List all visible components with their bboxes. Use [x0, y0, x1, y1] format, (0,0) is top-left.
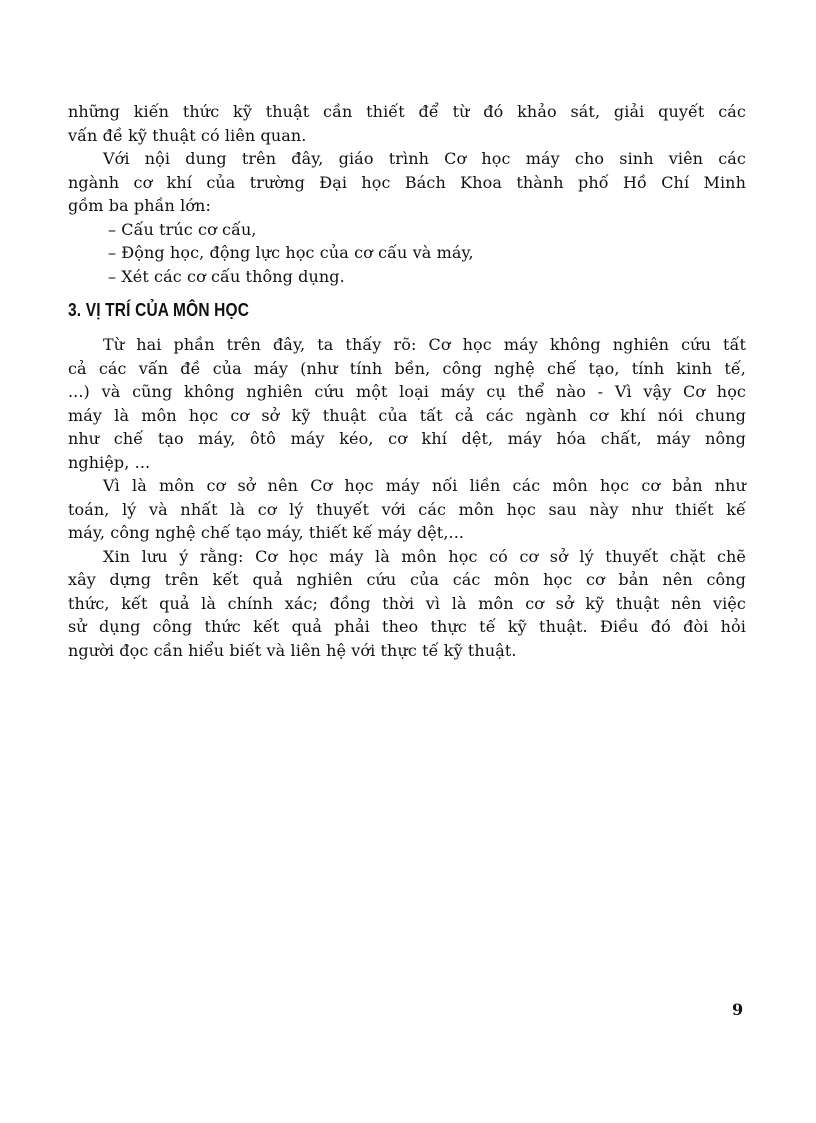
- text-line: cả các vấn đề của máy (như tính bền, công nghệ chế tạo, tính kinh tế,: [68, 358, 746, 378]
- text-line: xây dựng trên kết quả nghiên cứu của các môn học cơ bản nên công: [68, 570, 746, 589]
- text-line: Vì là môn cơ sở nên Cơ học máy nối liền các môn học cơ bản như: [103, 476, 746, 495]
- text-line: ngành cơ khí của trường Đại học Bách Khoa thành phố Hồ Chí Minh: [68, 172, 746, 192]
- text-line: Từ hai phần trên đây, ta thấy rõ: Cơ học máy không nghiên cứu tất: [103, 335, 746, 354]
- paragraph-curriculum: [68, 147, 746, 218]
- text-line: máy là môn học cơ sở kỹ thuật của tất cả các ngành cơ khí nói chung: [68, 405, 746, 425]
- text-line: gồm ba phần lớn:: [68, 196, 211, 215]
- paragraph-foundation: [68, 474, 746, 545]
- text-line: như chế tạo máy, ôtô máy kéo, cơ khí dệt, máy hóa chất, máy nông: [68, 429, 746, 448]
- page-content: [68, 100, 746, 662]
- paragraph-note: [68, 545, 746, 663]
- bullet-list: [68, 218, 746, 289]
- text-line: những kiến thức kỹ thuật cần thiết để từ đó khảo sát, giải quyết các: [68, 102, 746, 121]
- text-line: sử dụng công thức kết quả phải theo thực tế kỹ thuật. Điều đó đòi hỏi: [68, 617, 746, 636]
- text-line: Với nội dung trên đây, giáo trình Cơ học máy cho sinh viên các: [103, 149, 746, 168]
- list-item: – Cấu trúc cơ cấu,: [108, 219, 257, 239]
- text-line: máy, công nghệ chế tạo máy, thiết kế máy dệt,...: [68, 523, 465, 542]
- text-line: Xin lưu ý rằng: Cơ học máy là môn học có cơ sở lý thuyết chặt chẽ: [103, 546, 746, 566]
- text-line: toán, lý và nhất là cơ lý thuyết với các môn học sau này như thiết kế: [68, 499, 746, 519]
- section-heading: 3. VỊ TRÍ CỦA MÔN HỌC: [68, 300, 250, 320]
- page-number: 9: [732, 1000, 744, 1019]
- text-line: ...) và cũng không nghiên cứu một loại máy cụ thể nào - Vì vậy Cơ học: [68, 382, 746, 401]
- text-line: thức, kết quả là chính xác; đồng thời vì là môn cơ sở kỹ thuật nên việc: [68, 593, 746, 613]
- list-item: – Động học, động lực học của cơ cấu và máy,: [108, 243, 474, 262]
- list-item: – Xét các cơ cấu thông dụng.: [108, 266, 345, 286]
- text-line: vấn đề kỹ thuật có liên quan.: [68, 125, 307, 145]
- text-line: nghiệp, ...: [68, 452, 151, 472]
- paragraph-knowledge: [68, 100, 746, 147]
- text-line: người đọc cần hiểu biết và liên hệ với thực tế kỹ thuật.: [68, 640, 517, 660]
- paragraph-scope: [68, 333, 746, 474]
